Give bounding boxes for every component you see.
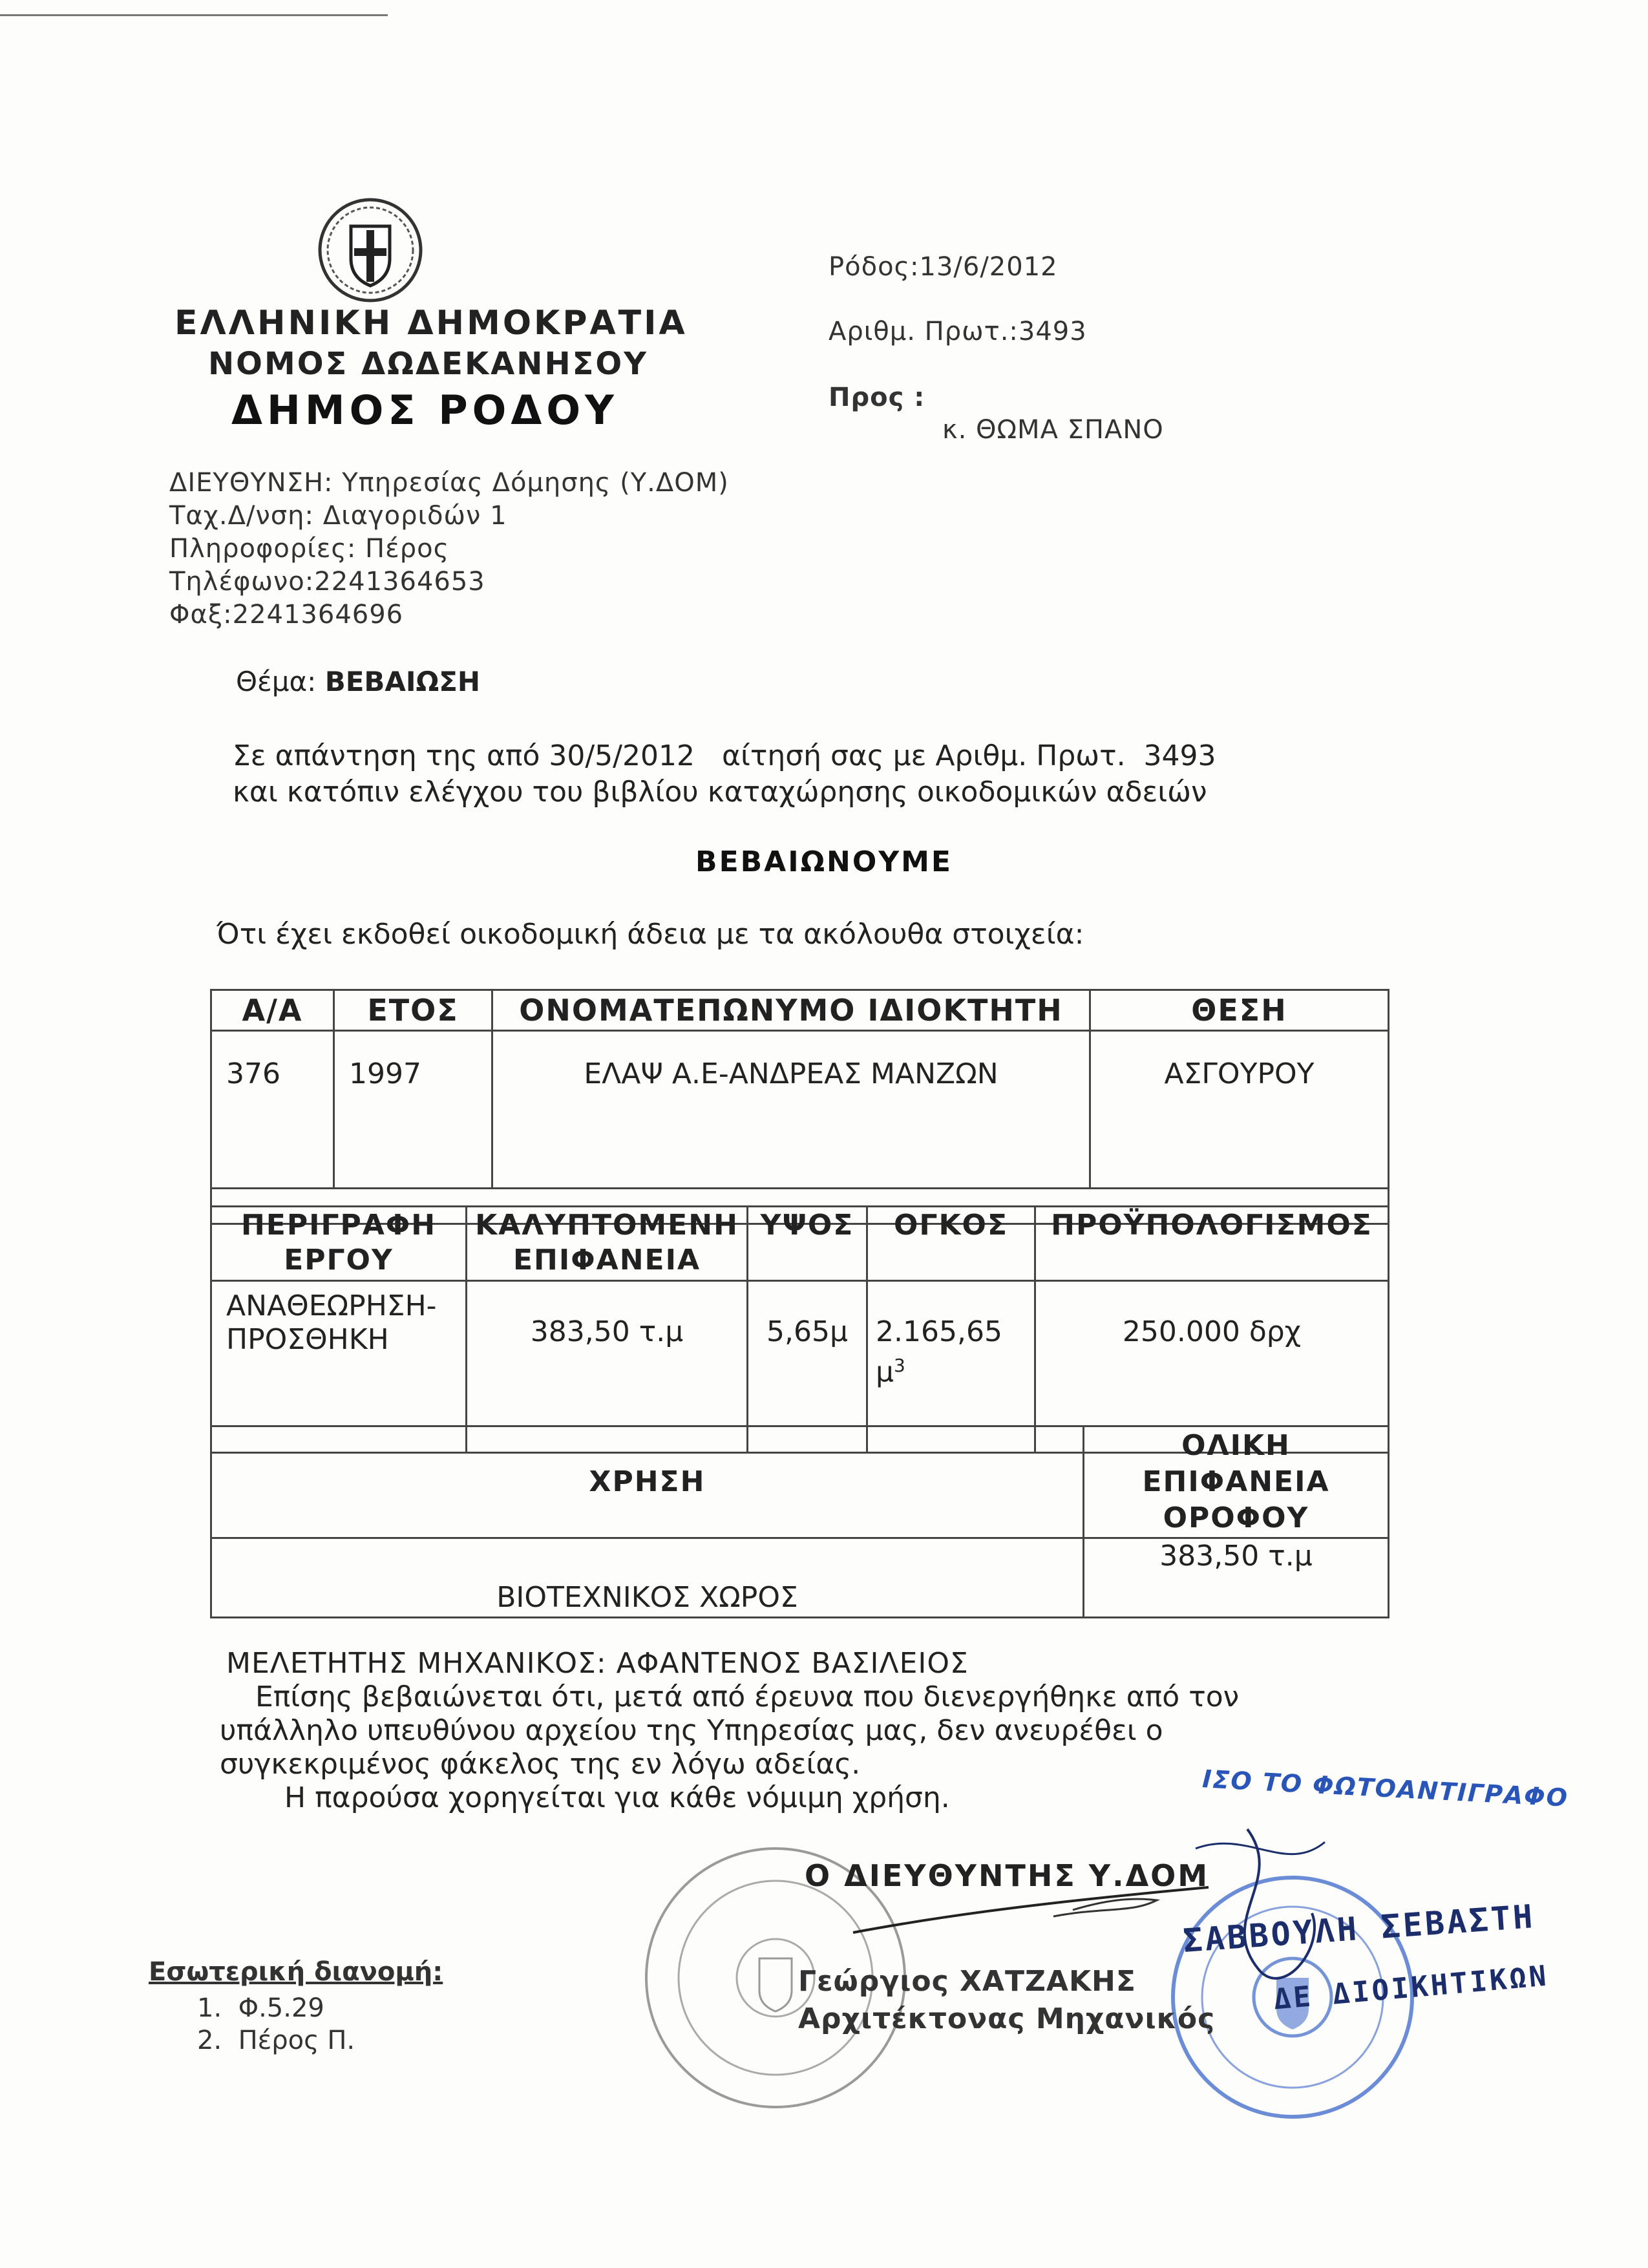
col-area-header: ΚΑΛΥΠΤΟΜΕΝΗ ΕΠΙΦΑΝΕΙΑ (467, 1207, 748, 1281)
place-date: Ρόδος:13/6/2012 (829, 252, 1058, 282)
closing-line-3: συγκεκριμένος φάκελος της εν λόγω αδείας. (220, 1748, 861, 1781)
body-paragraph (233, 738, 1216, 811)
col-volume-header: ΟΓΚΟΣ (867, 1207, 1035, 1281)
permit-owner-table (210, 989, 1389, 1225)
recipient: κ. ΘΩΜΑ ΣΠΑΝΟ (942, 415, 1164, 445)
closing-line-2: υπάλληλο υπευθύνου αρχείου της Υπηρεσίας μας, δεν ανευρέθει ο (220, 1714, 1163, 1747)
list-item: 2. Πέρος Π. (197, 2026, 355, 2055)
cell-location: ΑΣΓΟΥΡΟΥ (1090, 1031, 1389, 1189)
address-info: Πληροφορίες: Πέρος (169, 534, 450, 564)
subject-label: Θέμα: (236, 666, 317, 697)
address-direction: ΔΙΕΥΘΥΝΣΗ: Υπηρεσίας Δόμησης (Υ.ΔΟΜ) (169, 468, 729, 498)
distribution-list (197, 1992, 355, 2057)
to-label: Προς : (829, 383, 925, 412)
table-header-row (211, 1426, 1389, 1538)
director-name: Γεώργιος ΧΑΤΖΑΚΗΣ (798, 1965, 1136, 1998)
header-republic: ΕΛΛΗΝΙΚΗ ΔΗΜΟΚΡΑΤΙΑ (174, 304, 688, 343)
director-role: Αρχιτέκτονας Μηχανικός (798, 2002, 1216, 2035)
header-municipality: ΔΗΜΟΣ ΡΟΔΟΥ (231, 387, 618, 434)
col-total-area-header: ΟΛΙΚΗ ΕΠΙΦΑΝΕΙΑ ΟΡΟΦΟΥ (1084, 1426, 1389, 1538)
cell-use: ΒΙΟΤΕΧΝΙΚΟΣ ΧΩΡΟΣ (211, 1538, 1084, 1618)
closing-line-4: Η παρούσα χορηγείται για κάθε νόμιμη χρήση. (284, 1781, 950, 1814)
scan-edge-line (0, 14, 388, 16)
col-height-header: ΥΨΟΣ (748, 1207, 867, 1281)
col-description-header: ΠΕΡΙΓΡΑΦΗ ΕΡΓΟΥ (211, 1207, 467, 1281)
col-aa-header: Α/Α (211, 990, 334, 1031)
certified-copy-stamp: ΙΣΟ ΤΟ ΦΩΤΟΑΝΤΙΓΡΑΦΟ (1201, 1765, 1570, 1812)
volume-unit: $\mu^3$ (876, 1355, 905, 1389)
director-title: Ο ΔΙΕΥΘΥΝΤΗΣ Υ.ΔΟΜ (805, 1858, 1210, 1893)
col-use-header: ΧΡΗΣΗ (211, 1426, 1084, 1538)
handwritten-role: ΔΕ ΔΙΟΙΚΗΤΙΚΩΝ (1272, 1959, 1550, 2017)
table-header-row (211, 1207, 1389, 1281)
table-row (211, 1031, 1389, 1189)
volume-value: 2.165,65 (876, 1315, 1002, 1348)
subject-value: ΒΕΒΑΙΩΣΗ (324, 666, 481, 697)
closing-line-1: Επίσης βεβαιώνεται ότι, μετά από έρευνα που διενεργήθηκε από τον (255, 1680, 1240, 1713)
address-block (169, 467, 729, 631)
header-prefecture: ΝΟΜΟΣ ΔΩΔΕΚΑΝΗΣΟΥ (208, 346, 648, 382)
cell-area: 383,50 τ.μ (467, 1281, 748, 1453)
study-engineer: ΜΕΛΕΤΗΤΗΣ ΜΗΧΑΝΙΚΟΣ: ΑΦΑΝΤΕΝΟΣ ΒΑΣΙΛΕΙΟΣ (226, 1647, 969, 1680)
address-fax: Φαξ:2241364696 (169, 600, 404, 630)
cell-year: 1997 (334, 1031, 492, 1189)
address-phone: Τηλέφωνο:2241364653 (169, 567, 485, 597)
cell-owner: ΕΛΑΨ Α.Ε-ΑΝΔΡΕΑΣ ΜΑΝΖΩΝ (492, 1031, 1090, 1189)
use-area-table (210, 1425, 1389, 1618)
list-item: 1. Φ.5.29 (197, 1993, 324, 2023)
permit-intro: Ότι έχει εκδοθεί οικοδομική άδεια με τα ακόλουθα στοιχεία: (217, 918, 1084, 951)
col-owner-header: ΟΝΟΜΑΤΕΠΩΝΥΜΟ ΙΔΙΟΚΤΗΤΗ (492, 990, 1090, 1031)
col-year-header: ΕΤΟΣ (334, 990, 492, 1031)
handwritten-name: ΣΑΒΒΟΥΛΗ ΣΕΒΑΣΤΗ (1181, 1898, 1536, 1960)
cell-height: 5,65μ (748, 1281, 867, 1453)
cell-aa: 376 (211, 1031, 334, 1189)
body-line-2: και κατόπιν ελέγχου του βιβλίου καταχώρησης οικοδομικών αδειών (233, 776, 1207, 809)
col-location-header: ΘΕΣΗ (1090, 990, 1389, 1031)
address-postal: Ταχ.Δ/νση: Διαγοριδών 1 (169, 501, 507, 531)
permit-details-table (210, 1205, 1389, 1454)
certify-heading: ΒΕΒΑΙΩΝΟΥΜΕ (695, 845, 953, 878)
cell-total-area: 383,50 τ.μ (1084, 1538, 1389, 1618)
closing-paragraph (220, 1680, 1239, 1815)
col-budget-header: ΠΡΟΫΠΟΛΟΓΙΣΜΟΣ (1035, 1207, 1389, 1281)
protocol-number: Αριθμ. Πρωτ.:3493 (829, 317, 1087, 346)
distribution-title: Εσωτερική διανομή: (149, 1957, 443, 1987)
cell-budget: 250.000 δρχ (1035, 1281, 1389, 1453)
cell-description: ΑΝΑΘΕΩΡΗΣΗ-ΠΡΟΣΘΗΚΗ (211, 1281, 467, 1453)
subject-line (236, 666, 480, 697)
table-header-row (211, 990, 1389, 1031)
table-row (211, 1538, 1389, 1618)
body-line-1: Σε απάντηση της από 30/5/2012 αίτησή σας με Αριθμ. Πρωτ. 3493 (233, 739, 1216, 772)
greek-coat-of-arms-icon (315, 195, 425, 305)
